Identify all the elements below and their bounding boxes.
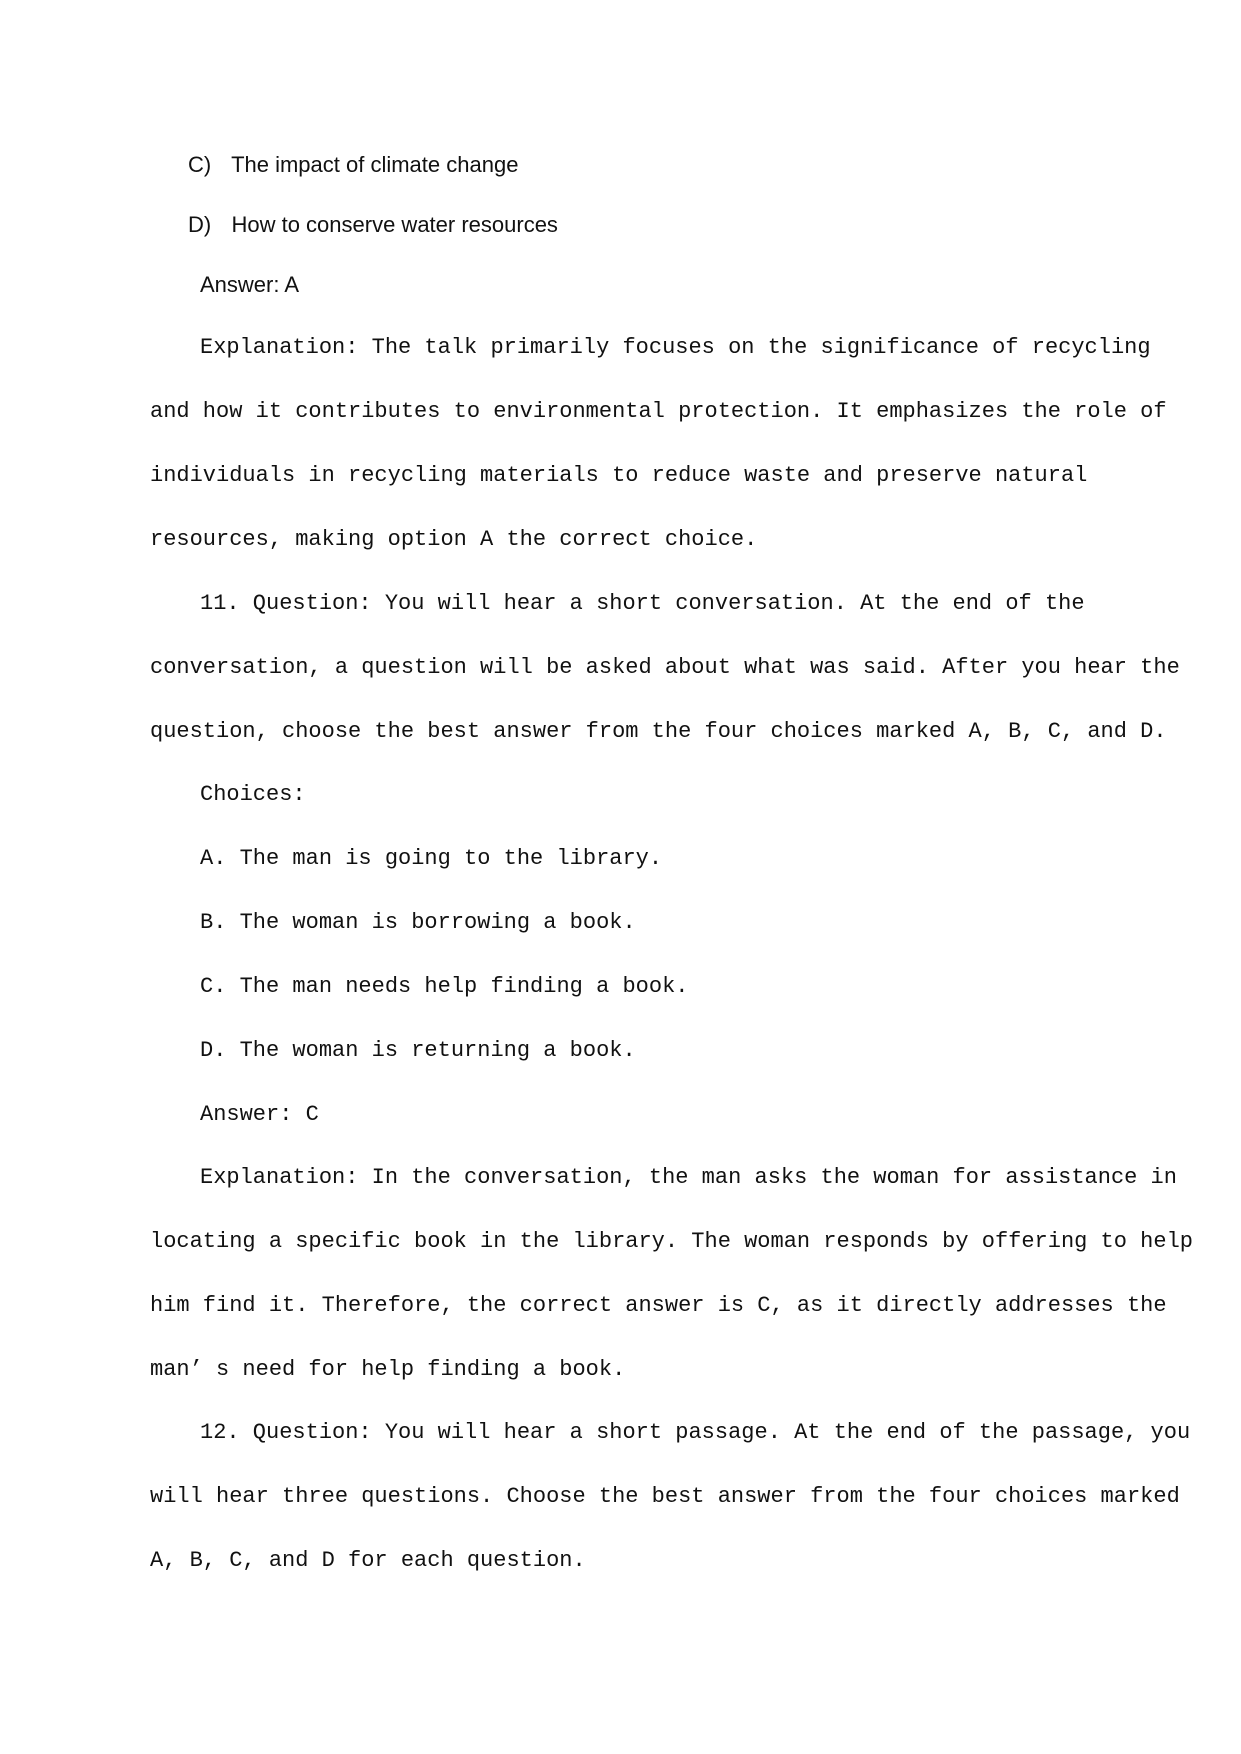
explanation-line: resources, making option A the correct choice.	[150, 527, 758, 552]
question-prompt-line: 12. Question: You will hear a short passage. At the end of the passage, you	[200, 1420, 1191, 1445]
question-prompt-line: A, B, C, and D for each question.	[150, 1548, 586, 1573]
option-d	[188, 210, 1128, 240]
question-prompt-line: question, choose the best answer from the four choices marked A, B, C, and D.	[150, 719, 1167, 744]
choices-label: Choices:	[200, 782, 306, 807]
question-prompt-line: 11. Question: You will hear a short conversation. At the end of the	[200, 591, 1085, 616]
explanation-line: him find it. Therefore, the correct answer is C, as it directly addresses the	[150, 1293, 1167, 1318]
option-label: C)	[188, 152, 212, 177]
choice-item: D. The woman is returning a book.	[200, 1038, 636, 1063]
explanation-line: individuals in recycling materials to reduce waste and preserve natural	[150, 463, 1088, 488]
explanation-line: Explanation: The talk primarily focuses on the significance of recycling	[200, 335, 1151, 360]
choice-item: C. The man needs help finding a book.	[200, 974, 689, 999]
answer-text: Answer: C	[200, 1102, 319, 1127]
question-prompt-line: will hear three questions. Choose the best answer from the four choices marked	[150, 1484, 1180, 1509]
explanation-line: locating a specific book in the library. The woman responds by offering to help	[150, 1229, 1193, 1254]
question-prompt-line: conversation, a question will be asked about what was said. After you hear the	[150, 655, 1180, 680]
option-text: How to conserve water resources	[231, 212, 558, 237]
option-label: D)	[188, 212, 212, 237]
choice-item: A. The man is going to the library.	[200, 846, 663, 871]
answer-text: Answer: A	[200, 272, 300, 297]
explanation-line: and how it contributes to environmental protection. It emphasizes the role of	[150, 399, 1167, 424]
option-c	[188, 150, 1128, 180]
choice-item: B. The woman is borrowing a book.	[200, 910, 636, 935]
option-text: The impact of climate change	[231, 152, 519, 177]
explanation-line: man’ s need for help finding a book.	[150, 1357, 626, 1382]
explanation-line: Explanation: In the conversation, the man asks the woman for assistance in	[200, 1165, 1177, 1190]
